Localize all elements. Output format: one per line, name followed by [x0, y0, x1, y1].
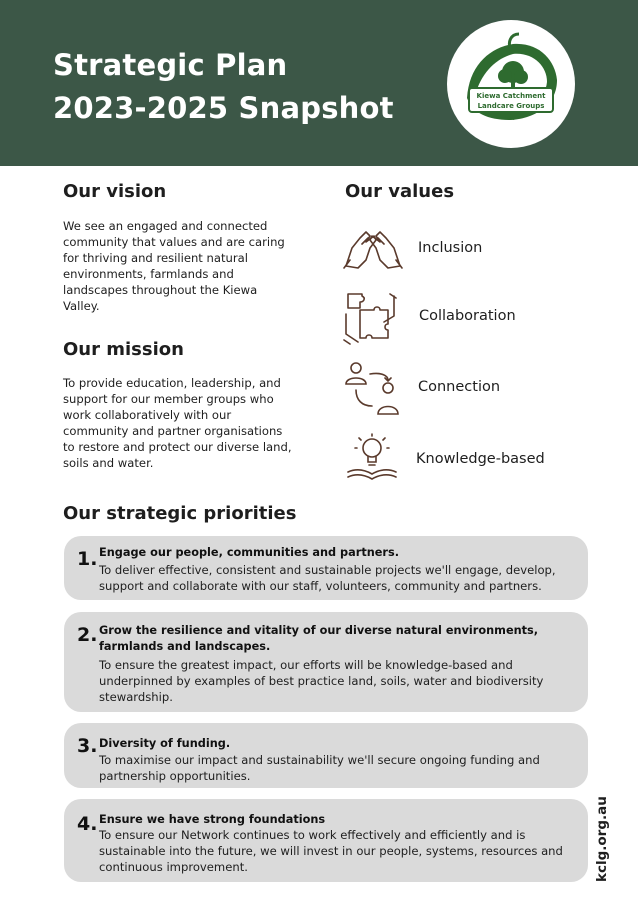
vision-line: environments, farmlands and: [63, 267, 234, 282]
priority-number: 4.: [77, 813, 98, 835]
priority-card-4: [64, 799, 588, 882]
priority-title-line: Diversity of funding.: [99, 737, 231, 750]
mission-text: [63, 375, 313, 472]
page-title: [53, 44, 394, 130]
priority-description: [99, 752, 540, 784]
vision-heading: Our vision: [63, 181, 167, 202]
priority-title-line: farmlands and landscapes.: [99, 640, 271, 653]
priority-title: [99, 545, 399, 561]
priority-description: [99, 827, 563, 876]
vision-line: for thriving and resilient natural: [63, 251, 248, 266]
people-connection-icon: [342, 360, 404, 416]
priority-text-line: stewardship.: [99, 690, 173, 705]
high-five-hands-icon: [340, 226, 406, 272]
priority-card-1: [64, 536, 588, 600]
mission-line: soils and water.: [63, 456, 154, 471]
vision-line: Valley.: [63, 299, 100, 314]
priority-title: [99, 736, 230, 752]
mission-line: To provide education, leadership, and: [63, 376, 281, 390]
vision-text: [63, 218, 313, 315]
value-label-knowledge: Knowledge-based: [416, 451, 545, 467]
puzzle-hands-icon: [340, 290, 402, 346]
priority-number: 2.: [77, 624, 98, 646]
value-label-inclusion: Inclusion: [418, 240, 483, 256]
website-url: kclg.org.au: [594, 796, 610, 882]
vision-line: We see an engaged and connected: [63, 219, 268, 233]
priority-description: [99, 657, 543, 706]
mission-heading: Our mission: [63, 339, 184, 360]
priority-text-line: To ensure the greatest impact, our efforts will be knowledge-based and: [99, 658, 513, 672]
value-label-connection: Connection: [418, 379, 501, 395]
priority-text-line: continuous improvement.: [99, 860, 248, 875]
priority-text-line: sustainable into the future, we will invest in our people, systems, resources and: [99, 844, 563, 859]
logo-emblem-icon: [447, 20, 575, 148]
priority-text-line: To ensure our Network continues to work effectively and efficiently and is: [99, 828, 526, 842]
mission-line: to restore and protect our diverse land,: [63, 440, 292, 455]
priority-text-line: To maximise our impact and sustainability we'll secure ongoing funding and: [99, 753, 540, 767]
priority-text-line: partnership opportunities.: [99, 769, 251, 784]
logo-line-2: Landcare Groups: [477, 102, 545, 110]
priority-title-line: Engage our people, communities and partners.: [99, 546, 400, 559]
priority-text-line: To deliver effective, consistent and sustainable projects we'll engage, develop,: [99, 563, 556, 577]
values-heading: Our values: [345, 181, 455, 202]
priorities-heading: Our strategic priorities: [63, 503, 297, 524]
vision-line: landscapes throughout the Kiewa: [63, 283, 258, 298]
logo-small-text: INC: [507, 116, 515, 121]
page-title-line-2: 2023-2025 Snapshot: [53, 91, 394, 125]
page-title-line-1: Strategic Plan: [53, 48, 288, 82]
kclg-logo: [447, 20, 575, 148]
vision-line: community that values and are caring: [63, 235, 285, 250]
priority-card-2: [64, 612, 588, 712]
priority-text-line: support and collaborate with our staff, volunteers, community and partners.: [99, 579, 542, 594]
value-label-collaboration: Collaboration: [419, 308, 516, 324]
priority-title-line: Ensure we have strong foundations: [99, 813, 326, 826]
priority-description: [99, 562, 556, 594]
priority-title: [99, 812, 325, 828]
mission-line: work collaboratively with our: [63, 408, 232, 423]
priority-title: [99, 623, 538, 655]
header-banner: [0, 0, 638, 166]
priority-text-line: underpinned by examples of best practice land, soils, water and biodiversity: [99, 674, 544, 689]
priority-title-line: Grow the resilience and vitality of our diverse natural environments,: [99, 624, 539, 637]
mission-line: support for our member groups who: [63, 392, 274, 407]
priority-number: 1.: [77, 548, 98, 570]
lightbulb-book-icon: [345, 432, 399, 482]
logo-line-1: Kiewa Catchment: [476, 92, 546, 100]
mission-line: community and partner organisations: [63, 424, 283, 439]
priority-number: 3.: [77, 735, 98, 757]
priority-card-3: [64, 723, 588, 788]
